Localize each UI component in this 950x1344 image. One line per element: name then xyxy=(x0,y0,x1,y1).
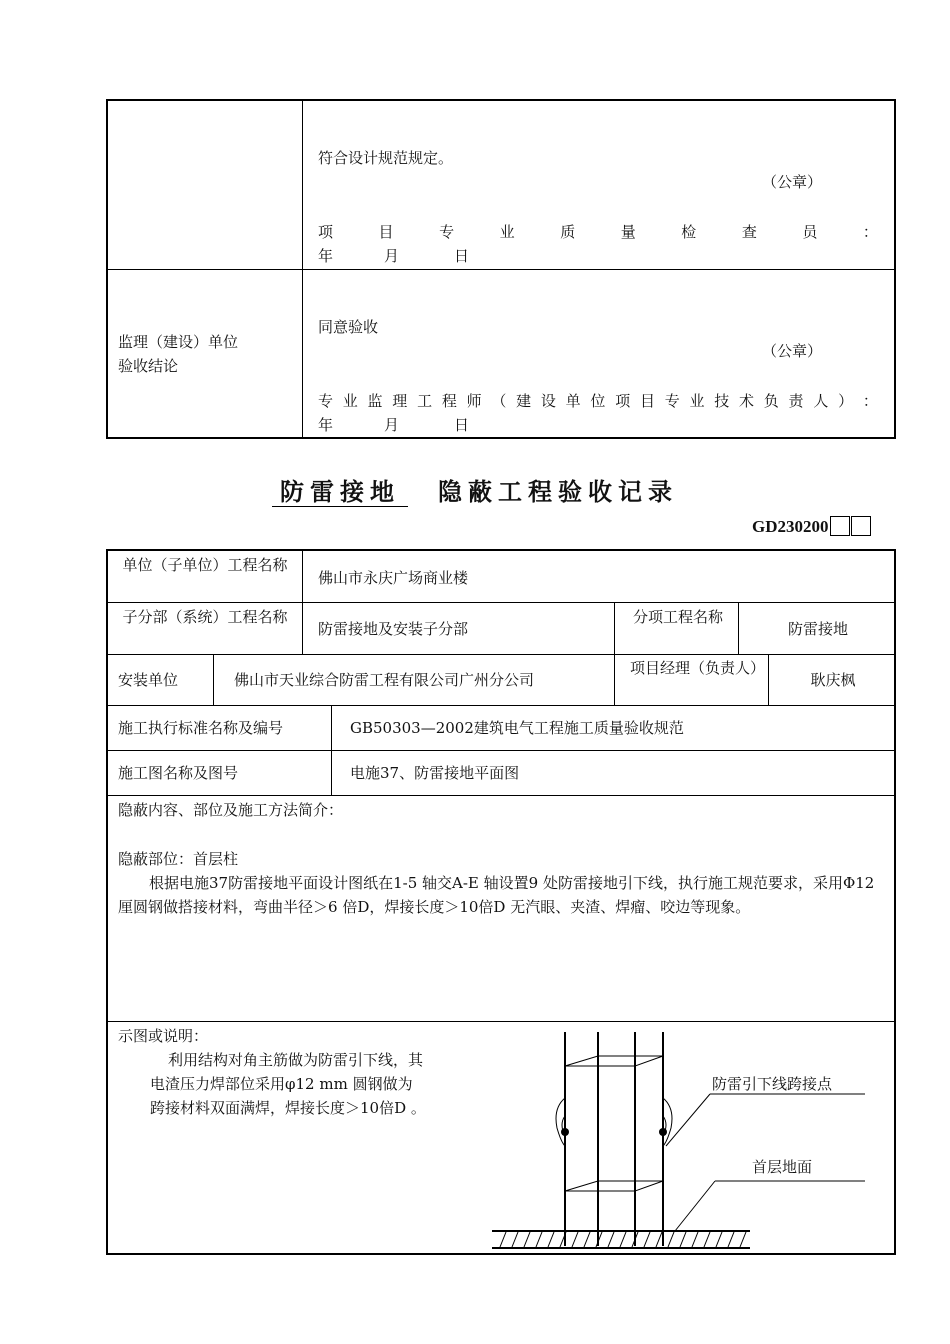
inspector-char: 员 xyxy=(802,223,818,241)
supervisor-char: 监 xyxy=(367,392,383,410)
drawing-value: 电施37、防雷接地平面图 xyxy=(350,764,520,782)
inspector-char: 项 xyxy=(318,223,334,241)
date-char: 月 xyxy=(384,416,400,434)
hidden-body: 根据电施37防雷接地平面设计图纸在1-5 轴交A-E 轴设置9 处防雷接地引下线，执行施工规范要求，采用Φ12厘圆钢做搭接材料，弯曲半径＞6 倍D，焊接长度＞10倍D 无汽眼、夹渣、焊瘤、咬边等现象。 xyxy=(118,874,875,916)
standard-label: 施工执行标准名称及编号 xyxy=(118,719,284,737)
supervisor-line xyxy=(318,389,878,413)
installer-label: 安装单位 xyxy=(118,671,179,689)
item-label: 分项工程名称 xyxy=(632,608,723,626)
callout-ground-floor: 首层地面 xyxy=(752,1158,813,1176)
code-box-2[interactable] xyxy=(851,516,871,536)
supervisor-char: 负 xyxy=(763,392,779,410)
supervision-label-1: 监理（建设）单位 xyxy=(118,333,239,351)
supervisor-char: ： xyxy=(862,392,878,410)
date-char: 年 xyxy=(318,247,334,265)
supervisor-char: 业 xyxy=(342,392,358,410)
hatch-mark xyxy=(728,1232,734,1247)
stirrup-top xyxy=(565,1056,663,1066)
inspector-char: 量 xyxy=(620,223,636,241)
supervisor-char: 建 xyxy=(516,392,532,410)
hatch-mark xyxy=(620,1232,626,1247)
weld-left-outer xyxy=(556,1098,565,1146)
date-char: 日 xyxy=(454,247,470,265)
supervisor-char: （ xyxy=(491,392,507,410)
title-rest: 隐蔽工程验收记录 xyxy=(438,478,678,506)
manager-value: 耿庆枫 xyxy=(810,671,856,689)
supervisor-char: 单 xyxy=(565,392,581,410)
leader-2 xyxy=(675,1181,715,1231)
unit-value: 佛山市永庆广场商业楼 xyxy=(318,569,469,587)
hatch-mark xyxy=(704,1232,710,1247)
item-value: 防雷接地 xyxy=(787,620,848,638)
hatch-mark xyxy=(524,1232,530,1247)
supervisor-char: 术 xyxy=(739,392,755,410)
date-char: 年 xyxy=(318,416,334,434)
inspector-char: 质 xyxy=(560,223,576,241)
hidden-heading: 隐蔽内容、部位及施工方法简介： xyxy=(118,801,344,819)
standard-value: GB50303—2002建筑电气工程施工质量验收规范 xyxy=(350,719,684,737)
supervisor-char: 师 xyxy=(466,392,482,410)
supervisor-char: 技 xyxy=(714,392,730,410)
hatch-mark xyxy=(536,1232,542,1247)
rebar-diagram xyxy=(480,1026,880,1251)
quality-inspector-line xyxy=(318,220,878,244)
hatch-mark xyxy=(608,1232,614,1247)
weld-right-outer xyxy=(663,1098,672,1146)
diagram-note-1: 利用结构对角主筋做为防雷引下线，其 xyxy=(168,1051,424,1069)
hatch-mark xyxy=(656,1232,662,1247)
date-char: 日 xyxy=(454,416,470,434)
seal-1: （公章） xyxy=(762,173,823,191)
callout-jumper-point: 防雷引下线跨接点 xyxy=(712,1075,833,1093)
leader-1 xyxy=(666,1094,710,1146)
supervisor-char: 专 xyxy=(318,392,334,410)
diagram-note-2: 电渣压力焊部位采用φ12 mm 圆钢做为 xyxy=(150,1075,413,1093)
drawing-label: 施工图名称及图号 xyxy=(118,764,239,782)
page-title xyxy=(0,472,950,507)
supervision-label-2: 验收结论 xyxy=(118,357,179,375)
date-char: 月 xyxy=(384,247,400,265)
supervisor-char: 位 xyxy=(590,392,606,410)
diagram-heading: 示图或说明： xyxy=(118,1027,209,1045)
stirrup-bottom xyxy=(565,1181,663,1191)
hatch-mark xyxy=(740,1232,746,1247)
title-underlined: 防雷接地 xyxy=(272,478,408,507)
unit-label: 单位（子单位）工程名称 xyxy=(122,556,288,574)
inspector-char: 业 xyxy=(499,223,515,241)
subdivision-value: 防雷接地及安装子分部 xyxy=(318,620,469,638)
seal-2: （公章） xyxy=(762,342,823,360)
hatch-mark xyxy=(548,1232,554,1247)
installer-value: 佛山市天业综合防雷工程有限公司广州分公司 xyxy=(234,671,535,689)
inspector-char: 专 xyxy=(439,223,455,241)
quality-conclusion: 符合设计规范规定。 xyxy=(318,149,454,167)
supervisor-char: 设 xyxy=(540,392,556,410)
weld-point-right xyxy=(659,1128,667,1136)
supervisor-char: 项 xyxy=(615,392,631,410)
supervisor-char: 专 xyxy=(664,392,680,410)
inspector-char: 查 xyxy=(741,223,757,241)
hatch-mark xyxy=(512,1232,518,1247)
inspector-char: 目 xyxy=(378,223,394,241)
supervisor-char: 程 xyxy=(441,392,457,410)
diagram-note-3: 跨接材料双面满焊，焊接长度＞10倍D 。 xyxy=(150,1099,426,1117)
hatch-mark xyxy=(692,1232,698,1247)
supervisor-char: 业 xyxy=(689,392,705,410)
supervisor-char: 人 xyxy=(813,392,829,410)
hatch-mark xyxy=(584,1232,590,1247)
hatch-mark xyxy=(644,1232,650,1247)
code-box-1[interactable] xyxy=(830,516,850,536)
ground-hatch xyxy=(500,1232,746,1247)
hatch-mark xyxy=(572,1232,578,1247)
hatch-mark xyxy=(500,1232,506,1247)
manager-label: 项目经理（负责人） xyxy=(630,659,766,677)
supervision-conclusion: 同意验收 xyxy=(318,318,379,336)
weld-point-left xyxy=(561,1128,569,1136)
supervisor-char: 目 xyxy=(639,392,655,410)
record-code: GD230200 xyxy=(752,516,871,537)
supervisor-char: 责 xyxy=(788,392,804,410)
supervisor-char: ） xyxy=(838,392,854,410)
subdivision-label: 子分部（系统）工程名称 xyxy=(122,608,288,626)
hatch-mark xyxy=(668,1232,674,1247)
hatch-mark xyxy=(716,1232,722,1247)
hatch-mark xyxy=(680,1232,686,1247)
inspector-char: ： xyxy=(862,223,878,241)
supervisor-char: 工 xyxy=(417,392,433,410)
supervisor-char: 理 xyxy=(392,392,408,410)
inspector-char: 检 xyxy=(681,223,697,241)
hidden-part: 隐蔽部位：首层柱 xyxy=(118,850,239,868)
